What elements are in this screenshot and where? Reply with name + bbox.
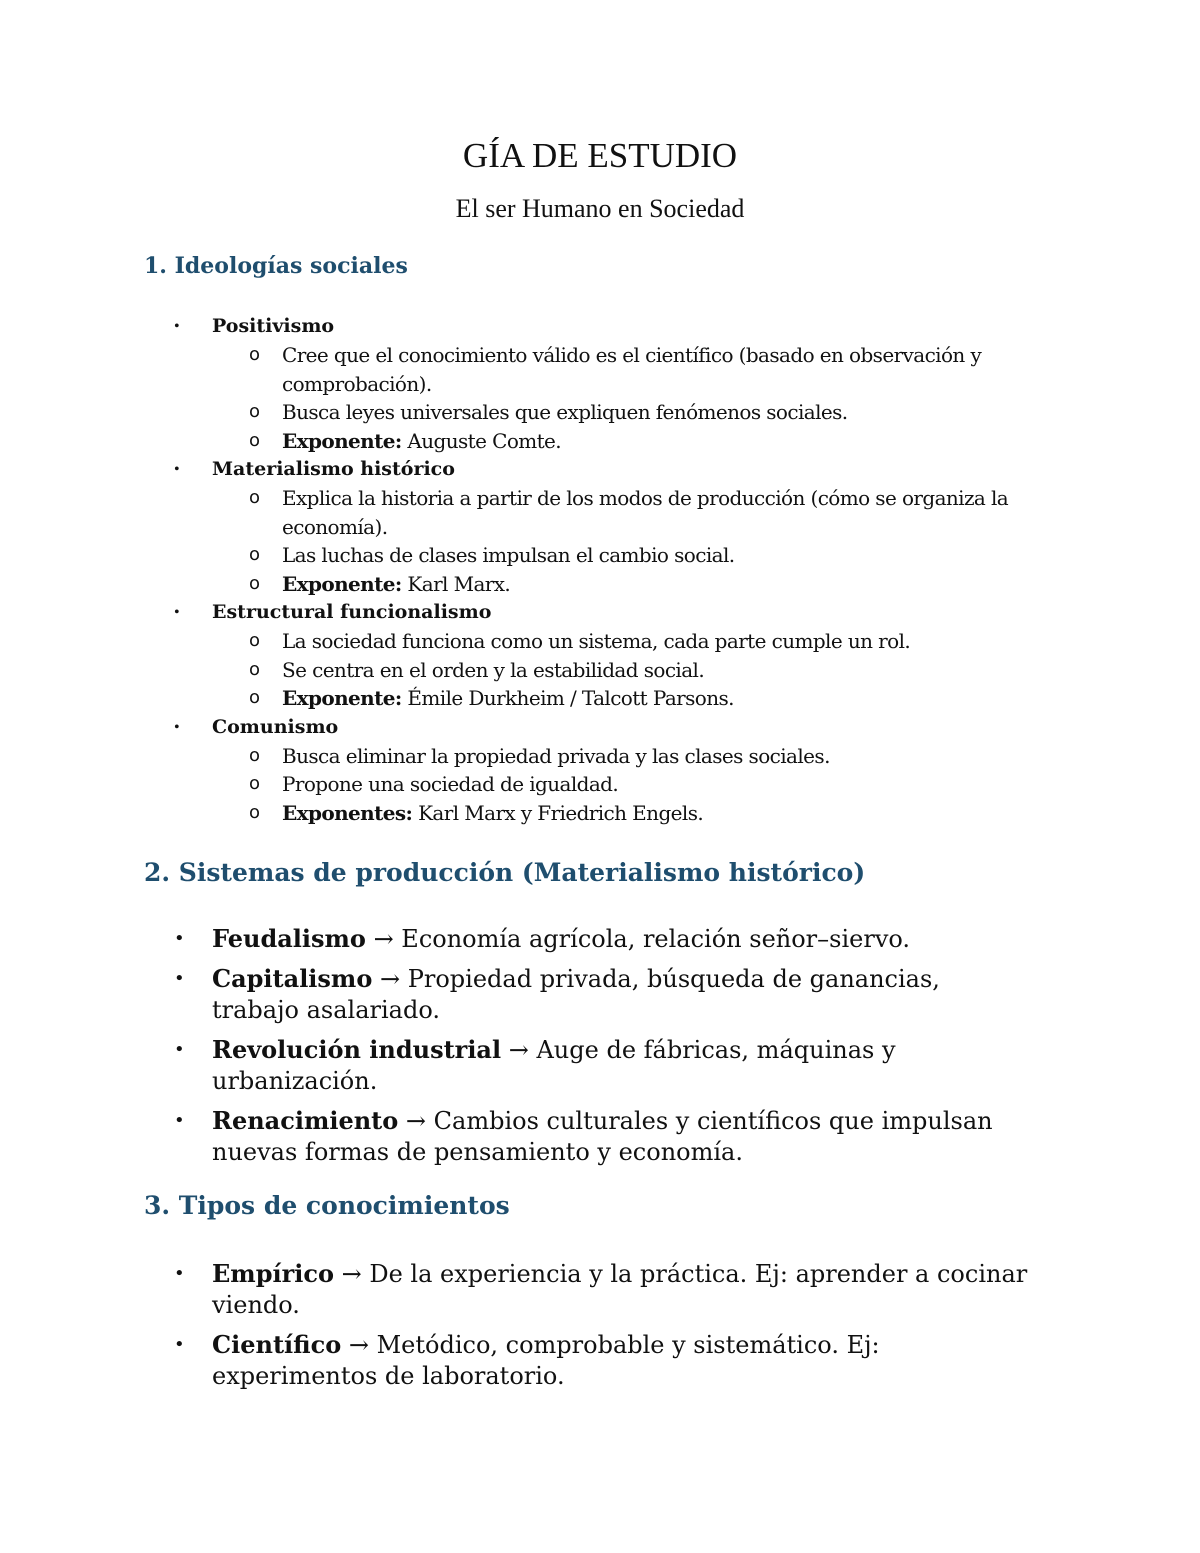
detail-text: Cree que el conocimiento válido es el científico (basado en observación y comprobación). bbox=[282, 343, 982, 396]
circle-bullet-icon: o bbox=[249, 687, 260, 708]
detail-text: Busca eliminar la propiedad privada y las clases sociales. bbox=[282, 743, 830, 768]
sistema-item bbox=[0, 1034, 1032, 1097]
circle-bullet-icon: o bbox=[249, 658, 260, 680]
section-heading-1: 1. Ideologías sociales bbox=[144, 253, 408, 279]
ideologia-item bbox=[0, 455, 1200, 598]
item-description: → Propiedad privada, búsqueda de ganancias, trabajo asalariado. bbox=[212, 965, 940, 1024]
detail-item bbox=[212, 427, 1042, 456]
detail-item bbox=[212, 341, 1042, 398]
section-heading-3: 3. Tipos de conocimientos bbox=[144, 1191, 510, 1220]
item-term: Revolución industrial bbox=[212, 1035, 502, 1064]
detail-item bbox=[212, 541, 1042, 570]
circle-bullet-icon: o bbox=[249, 630, 260, 651]
detail-text: La sociedad funciona como un sistema, cada parte cumple un rol. bbox=[282, 629, 911, 653]
detail-label: Exponente: bbox=[282, 686, 402, 710]
bullet-icon: • bbox=[174, 968, 185, 989]
detail-label: Exponentes: bbox=[282, 800, 413, 825]
bullet-icon: • bbox=[174, 318, 180, 335]
detail-label: Exponente: bbox=[282, 428, 402, 453]
detail-text: Auguste Comte. bbox=[401, 428, 562, 453]
circle-bullet-icon: o bbox=[249, 773, 260, 794]
detail-text: Karl Marx. bbox=[401, 571, 511, 596]
ideologia-item bbox=[0, 598, 1200, 713]
item-description: → Metódico, comprobable y sistemático. Ej: experimentos de laboratorio. bbox=[212, 1331, 880, 1390]
ideologia-term: Positivismo bbox=[212, 315, 335, 337]
detail-text: Busca leyes universales que expliquen fenómenos sociales. bbox=[282, 400, 848, 424]
bullet-icon: • bbox=[174, 928, 185, 949]
bullet-icon: • bbox=[174, 1263, 185, 1284]
item-description: → Economía agrícola, relación señor–siervo. bbox=[365, 925, 911, 953]
circle-bullet-icon: o bbox=[249, 801, 260, 823]
item-term: Renacimiento bbox=[212, 1106, 399, 1135]
bullet-icon: • bbox=[174, 1039, 185, 1060]
sistema-item bbox=[0, 963, 1032, 1026]
bullet-icon: • bbox=[174, 604, 180, 621]
detail-item bbox=[212, 684, 1042, 713]
bullet-icon: • bbox=[174, 461, 180, 478]
ideologia-details bbox=[212, 484, 1200, 598]
detail-text: Émile Durkheim / Talcott Parsons. bbox=[401, 686, 734, 710]
document-title: GÍA DE ESTUDIO bbox=[462, 136, 738, 175]
item-term: Científico bbox=[212, 1330, 342, 1359]
bullet-icon: • bbox=[174, 718, 180, 736]
detail-text: Explica la historia a partir de los modos de producción (cómo se organiza la economía). bbox=[282, 486, 1009, 539]
ideologia-term: Estructural funcionalismo bbox=[212, 601, 492, 623]
detail-text: Karl Marx y Friedrich Engels. bbox=[412, 800, 704, 825]
circle-bullet-icon: o bbox=[249, 544, 260, 565]
detail-item bbox=[212, 570, 1042, 599]
ideologias-list bbox=[0, 312, 1200, 827]
detail-item bbox=[212, 627, 1042, 656]
ideologia-details bbox=[212, 742, 1200, 828]
item-description: → Cambios culturales y científicos que impulsan nuevas formas de pensamiento y economía. bbox=[212, 1107, 993, 1166]
detail-item bbox=[212, 484, 1042, 541]
conocimiento-item bbox=[0, 1329, 1032, 1392]
item-description: → Auge de fábricas, máquinas y urbanización. bbox=[212, 1036, 896, 1095]
sistemas-list bbox=[0, 923, 1200, 1176]
detail-item bbox=[212, 656, 1042, 685]
ideologia-term: Comunismo bbox=[212, 715, 339, 738]
ideologia-details bbox=[212, 341, 1200, 455]
detail-item bbox=[212, 770, 1042, 799]
detail-text: Se centra en el orden y la estabilidad social. bbox=[282, 657, 705, 682]
circle-bullet-icon: o bbox=[249, 344, 260, 365]
detail-text: Las luchas de clases impulsan el cambio social. bbox=[282, 543, 735, 567]
item-description: → De la experiencia y la práctica. Ej: aprender a cocinar viendo. bbox=[212, 1260, 1028, 1319]
ideologia-item bbox=[0, 312, 1200, 455]
ideologia-term: Materialismo histórico bbox=[212, 458, 455, 480]
conocimiento-item bbox=[0, 1258, 1032, 1321]
detail-text: Propone una sociedad de igualdad. bbox=[282, 772, 619, 796]
bullet-icon: • bbox=[174, 1110, 185, 1131]
circle-bullet-icon: o bbox=[249, 744, 260, 766]
detail-item bbox=[212, 742, 1042, 771]
conocimientos-list bbox=[0, 1258, 1200, 1400]
item-term: Empírico bbox=[212, 1259, 334, 1288]
ideologia-item bbox=[0, 713, 1200, 828]
detail-item bbox=[212, 799, 1042, 828]
document-subtitle: El ser Humano en Sociedad bbox=[455, 194, 745, 223]
sistema-item bbox=[0, 923, 1032, 955]
item-term: Capitalismo bbox=[212, 964, 373, 993]
section-heading-2: 2. Sistemas de producción (Materialismo histórico) bbox=[144, 858, 866, 887]
bullet-icon: • bbox=[174, 1334, 185, 1355]
circle-bullet-icon: o bbox=[249, 429, 260, 451]
sistema-item bbox=[0, 1105, 1032, 1168]
circle-bullet-icon: o bbox=[249, 487, 260, 508]
detail-label: Exponente: bbox=[282, 571, 402, 596]
ideologia-details bbox=[212, 627, 1200, 713]
item-term: Feudalismo bbox=[212, 924, 366, 953]
circle-bullet-icon: o bbox=[249, 401, 260, 422]
detail-item bbox=[212, 398, 1042, 427]
circle-bullet-icon: o bbox=[249, 572, 260, 594]
